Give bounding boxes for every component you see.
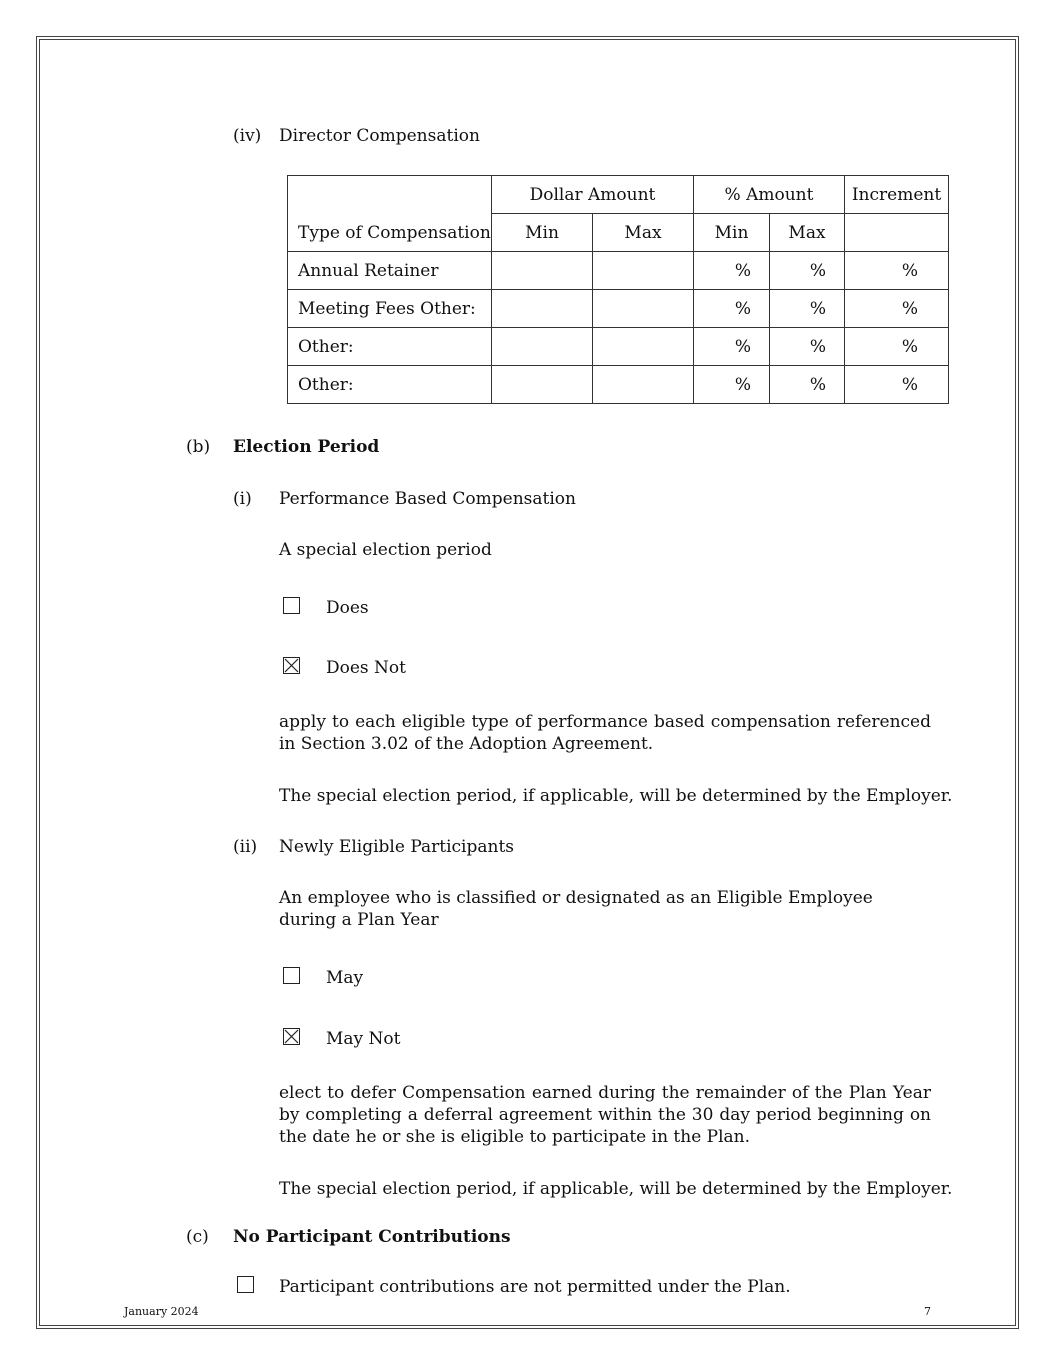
header-increment: Increment [845,176,949,214]
header-pct-amount: % Amount [694,176,845,214]
row-label: Other: [288,366,492,404]
footer-date: January 2024 [124,1305,199,1318]
dollar-min-cell[interactable] [492,366,593,404]
director-compensation-table [287,175,949,404]
dollar-max-cell[interactable] [593,290,694,328]
sub-ii-number: (ii) [233,837,258,857]
may-label: May [326,968,364,988]
section-c-title: No Participant Contributions [233,1227,511,1247]
section-iv-number: (iv) [233,126,262,146]
does-checkbox[interactable] [283,597,300,614]
pct-max-cell[interactable]: % [770,328,845,366]
may-not-label: May Not [326,1029,401,1049]
pct-max-cell[interactable]: % [770,366,845,404]
no-participant-contributions-label: Participant contributions are not permitted under the Plan. [279,1277,791,1297]
dollar-max-cell[interactable] [593,252,694,290]
section-c-number: (c) [186,1227,209,1247]
table-row [288,290,949,328]
row-label: Other: [288,328,492,366]
dollar-min-cell[interactable] [492,328,593,366]
pct-min-cell[interactable]: % [694,290,770,328]
header-type-of-compensation: Type of Compensation [288,176,492,252]
may-checkbox[interactable] [283,967,300,984]
sub-ii-title: Newly Eligible Participants [279,837,515,857]
row-label: Meeting Fees Other: [288,290,492,328]
does-not-label: Does Not [326,658,406,678]
section-iv-title: Director Compensation [279,126,480,146]
header-dollar-amount: Dollar Amount [492,176,694,214]
dollar-max-cell[interactable] [593,328,694,366]
pct-min-cell[interactable]: % [694,328,770,366]
sub-ii-note: The special election period, if applicable, will be determined by the Employer. [279,1179,953,1199]
table-row [288,328,949,366]
sub-i-title: Performance Based Compensation [279,489,576,509]
increment-cell[interactable]: % [845,290,949,328]
sub-i-note: The special election period, if applicable, will be determined by the Employer. [279,786,953,806]
does-label: Does [326,598,369,618]
dollar-min-cell[interactable] [492,252,593,290]
section-b-title: Election Period [233,437,380,457]
may-not-checkbox[interactable] [283,1028,300,1045]
pct-min-cell[interactable]: % [694,366,770,404]
dollar-min-cell[interactable] [492,290,593,328]
sub-ii-lead: An employee who is classified or designated as an Eligible Employee during a Plan Year [279,888,873,930]
row-label: Annual Retainer [288,252,492,290]
header-pct-max: Max [770,214,845,252]
table-row [288,366,949,404]
sub-ii-body: elect to defer Compensation earned during the remainder of the Plan Year by completing a deferral agreement within the 30 day period beginning on the date he or she is eligible to participate in the Plan. [279,1083,931,1147]
does-not-checkbox[interactable] [283,657,300,674]
pct-max-cell[interactable]: % [770,290,845,328]
dollar-max-cell[interactable] [593,366,694,404]
increment-cell[interactable]: % [845,328,949,366]
pct-min-cell[interactable]: % [694,252,770,290]
header-increment-blank [845,214,949,252]
page-number: 7 [924,1305,931,1318]
table-header-row [288,176,949,214]
section-b-number: (b) [186,437,211,457]
header-dollar-max: Max [593,214,694,252]
sub-i-body: apply to each eligible type of performance based compensation referenced in Section 3.02 of the Adoption Agreement. [279,712,931,754]
checked-x-icon [284,658,299,673]
header-dollar-min: Min [492,214,593,252]
table-row [288,252,949,290]
increment-cell[interactable]: % [845,366,949,404]
header-pct-min: Min [694,214,770,252]
checked-x-icon [284,1029,299,1044]
increment-cell[interactable]: % [845,252,949,290]
pct-max-cell[interactable]: % [770,252,845,290]
no-participant-contributions-checkbox[interactable] [237,1276,254,1293]
sub-i-lead: A special election period [279,540,492,560]
sub-i-number: (i) [233,489,252,509]
